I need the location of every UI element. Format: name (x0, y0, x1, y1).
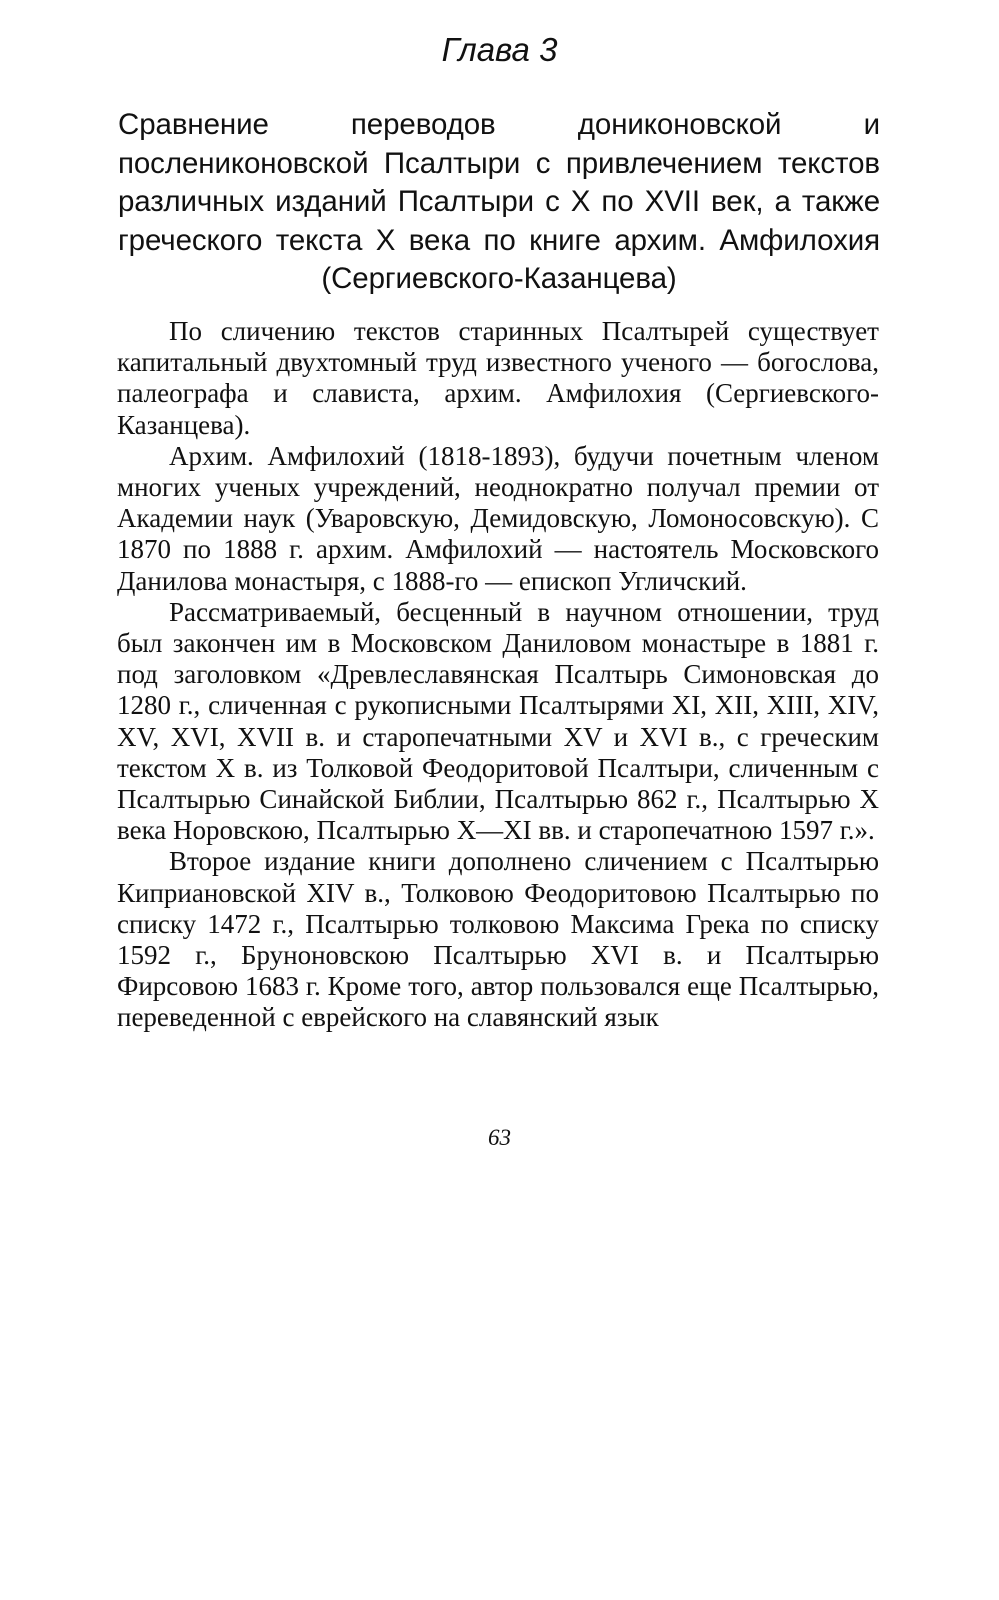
page-number: 63 (488, 1125, 511, 1150)
paragraph: Второе издание книги дополнено сличением с Псалтырью Киприановской XIV в., Толковою Феодоритовою Псалтырью по списку 1472 г., Псалтырью толковою Максима Грека по списку 1592 г., Бруноновскою Псалтырью XVI в. и Псалтырью Фирсовою 1683 г. Кроме того, автор пользовался еще Псалтырью, переведенной с еврейского на славянский язык (117, 846, 879, 1033)
paragraph: По сличению текстов старинных Псалтырей существует капитальный двухтомный труд известного ученого — богослова, палеографа и слависта, архим. Амфилохия (Сергиевского-Казанцева). (117, 316, 879, 440)
section-title: Сравнение переводов дониконовской и послениконовской Псалтыри с привлечением текстов различных изданий Псалтыри с X по XVII век, а также греческого текста X века по книге архим. Амфилохия (Сергиевского-Казанцева) (118, 108, 880, 295)
body-text (117, 316, 879, 1034)
paragraph: Рассматриваемый, бесценный в научном отношении, труд был закончен им в Московском Даниловом монастыре в 1881 г. под заголовком «Древлеславянская Псалтырь Симоновская до 1280 г., сличенная с рукописными Псалтырями XI, XII, XIII, XIV, XV, XVI, XVII в. и старопечатными XV и XVI в., с греческим текстом X в. из Толковой Феодоритовой Псалтыри, сличенным с Псалтырью Синайской Библии, Псалтырью 862 г., Псалтырью X века Норовскою, Псалтырью X—XI вв. и старопечатною 1597 г.». (117, 596, 879, 846)
chapter-heading: Глава 3 (441, 31, 558, 68)
paragraph: Архим. Амфилохий (1818-1893), будучи почетным членом многих ученых учреждений, неоднократно получал премии от Академии наук (Уваровскую, Демидовскую, Ломоносовскую). С 1870 по 1888 г. архим. Амфилохий — настоятель Московского Данилова монастыря, с 1888-го — епископ Угличский. (117, 440, 879, 596)
